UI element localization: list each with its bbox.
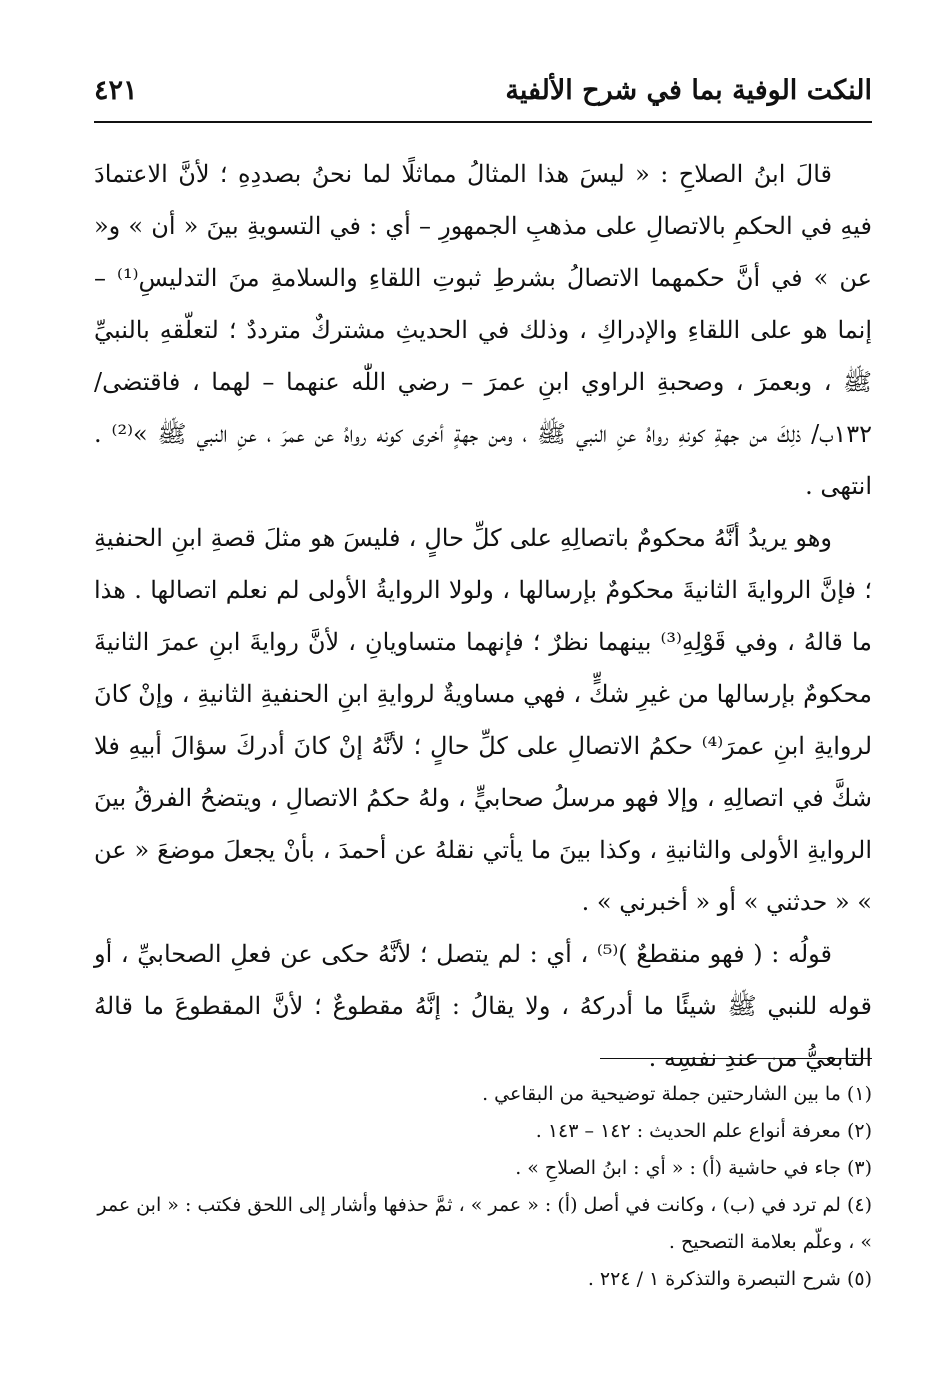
running-header: [94, 62, 872, 118]
book-title: النكت الوفية بما في شرح الألفية: [505, 74, 872, 106]
footnote-2: (٢) معرفة أنواع علم الحديث : ١٤٢ – ١٤٣ .: [535, 1120, 872, 1142]
main-text: [94, 148, 872, 1084]
paragraph-1: قالَ ابنُ الصلاحِ : « ليسَ هذا المثالُ مماثلًا لما نحنُ بصددِهِ ؛ لأنَّ الاعتمادَ فيهِ في الحكمِ بالاتصالِ على مذهبِ الجمهورِ – أي : في التسويةِ بينَ « أن » و« عن » في أنَّ حكمهما الاتصالُ بشرطِ ثبوتِ اللقاءِ والسلامةِ منَ التدليسِ⁽¹⁾ – إنما هو على اللقاءِ والإدراكِ ، وذلك في الحديثِ مشتركٌ مترددٌ ؛ لتعلّقهِ بالنبيِّ ﷺ ، وبعمرَ ، وصحبةِ الراوي ابنِ عمرَ – رضي اللّٰه عنهما – لهما ، فاقتضى/١٣٢ب/ ذلِكَ من جهةِ كونهِ رواهُ عنِ النبي ﷺ ، ومن جهةٍ أخرى كونه رواهُ عن عمرَ ، عنِ النبي ﷺ »⁽²⁾ . انتهى .: [94, 160, 872, 500]
page-number: ٤٢١: [94, 74, 138, 106]
footnotes: [94, 1076, 872, 1298]
footnote-5: (٥) شرح التبصرة والتذكرة ١ / ٢٢٤ .: [587, 1268, 872, 1290]
footnote-1: (١) ما بين الشارحتين جملة توضيحية من البقاعي .: [482, 1083, 872, 1105]
header-rule: [94, 121, 872, 123]
paragraph-2: وهو يريدُ أنَّهُ محكومٌ باتصالِهِ على كلِّ حالٍ ، فليسَ هو مثلَ قصةِ ابنِ الحنفيةِ ؛ فإنَّ الروايةَ الثانيةَ محكومٌ بإرسالها ، ولولا الروايةُ الأولى لم نعلم اتصالها . هذا ما قالهُ ، وفي قَوْلِهِ⁽³⁾ بينهما نظرٌ ؛ فإنهما متساويانِ ، لأنَّ روايةَ ابنِ عمرَ الثانيةَ محكومٌ بإرسالها من غيرِ شكٍّ ، فهي مساويةٌ لروايةِ ابنِ الحنفيةِ الثانيةِ ، وإنْ كانَ لروايةِ ابنِ عمرَ⁽⁴⁾ حكمُ الاتصالِ على كلِّ حالٍ ؛ لأنَّهُ إنْ كانَ أدركَ سؤالَ أبيهِ فلا شكَّ في اتصالِهِ ، وإلا فهو مرسلُ صحابيٍّ ، ولهُ حكمُ الاتصالِ ، ويتضحُ الفرقُ بينَ الروايةِ الأولى والثانيةِ ، وكذا بينَ ما يأتي نقلهُ عن أحمدَ ، بأنْ يجعلَ موضعَ « عن » « حدثني » أو « أخبرني » .: [94, 524, 873, 916]
footnote-separator: [600, 1058, 872, 1059]
paragraph-3: قولُه : ( فهو منقطعٌ )⁽⁵⁾ ، أي : لم يتصل ؛ لأنَّهُ حكى عن فعلِ الصحابيِّ ، أو قوله للنبي ﷺ شيئًا ما أدركهُ ، ولا يقالُ : إنَّهُ مقطوعٌ ؛ لأنَّ المقطوعَ ما قالهُ التابعيُّ من عندِ نفسِه .: [94, 940, 872, 1072]
footnote-3: (٣) جاء في حاشية (أ) : « أي : ابنُ الصلاحِ » .: [515, 1157, 872, 1179]
footnote-4: (٤) لم ترد في (ب) ، وكانت في أصل (أ) : « عمر » ، ثمَّ حذفها وأشار إلى اللحق فكتب : « ابن عمر » ، وعلّم بعلامة التصحيح .: [97, 1194, 872, 1253]
